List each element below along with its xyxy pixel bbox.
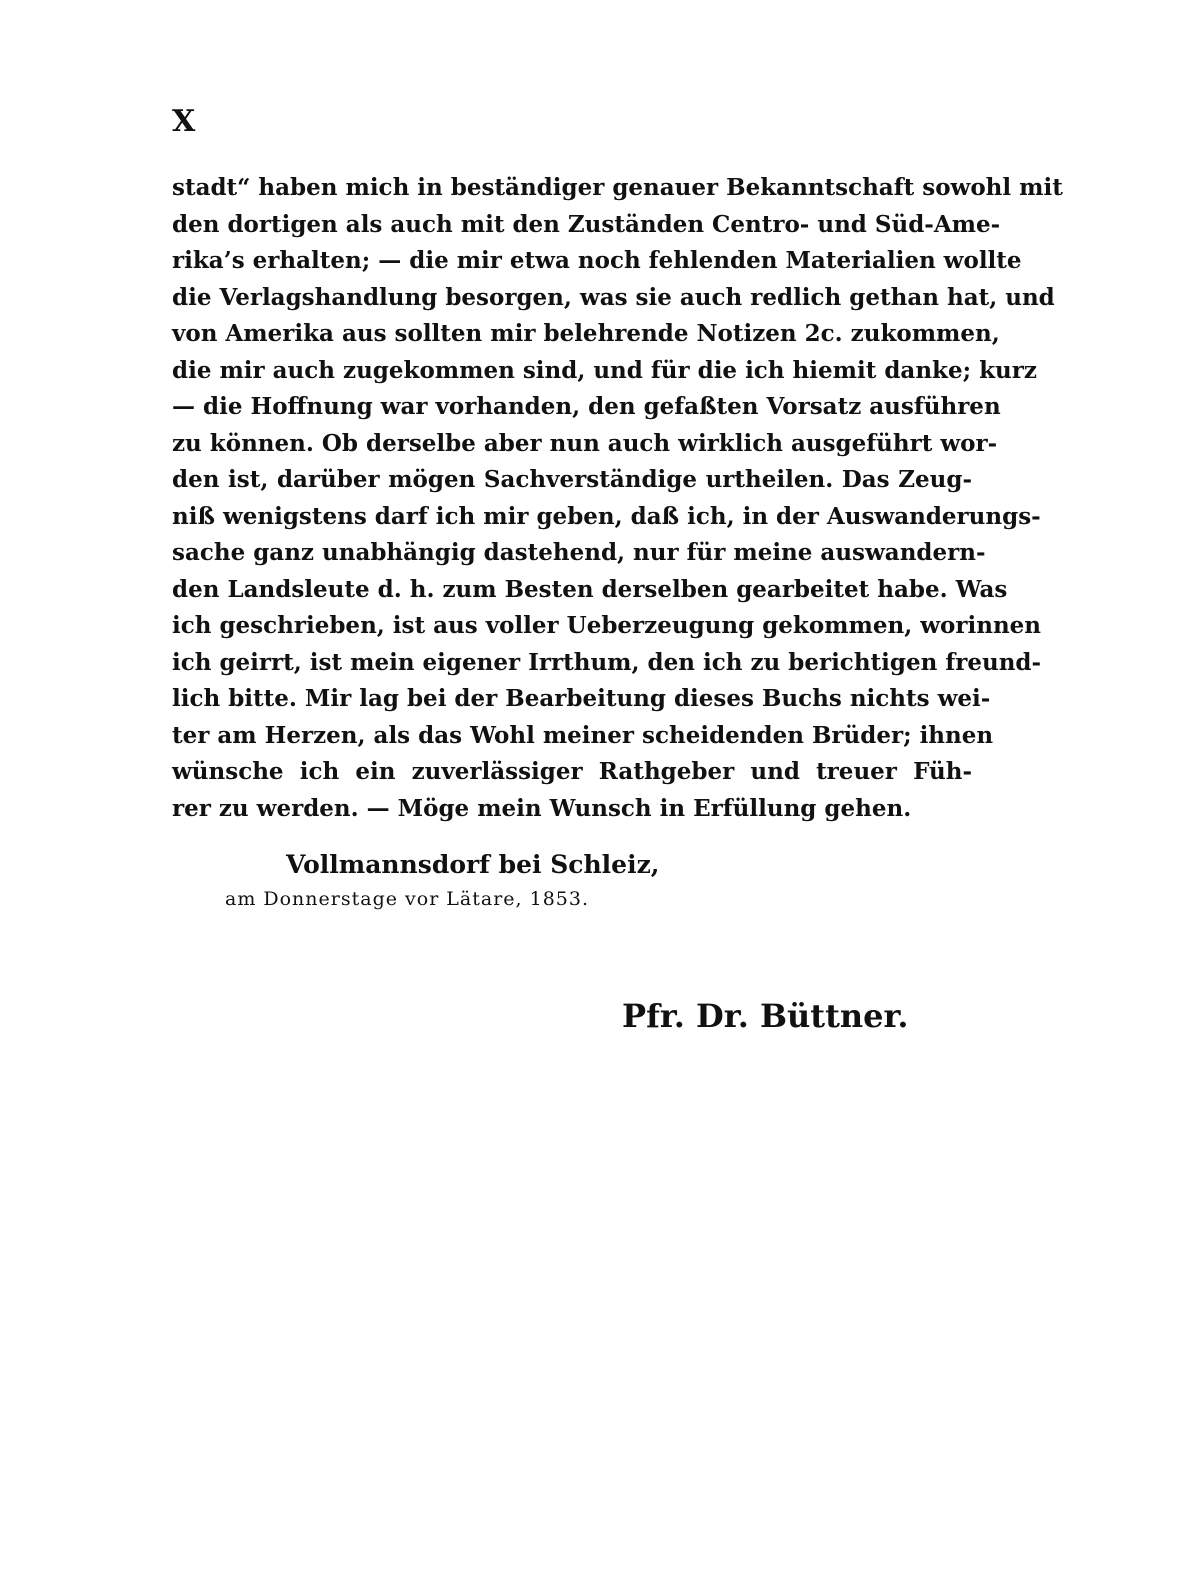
text-line: die Verlagshandlung besorgen, was sie auch redlich gethan hat, und [172, 283, 1055, 311]
text-line: niß wenigstens darf ich mir geben, daß ich, in der Auswanderungs- [172, 502, 1041, 530]
text-line: rer zu werden. — Möge mein Wunsch in Erfüllung gehen. [172, 794, 912, 822]
text-line: den Landsleute d. h. zum Besten derselben gearbeitet habe. Was [172, 575, 1008, 603]
text-line: rika’s erhalten; — die mir etwa noch fehlenden Materialien wollte [172, 247, 1022, 274]
signoff-date: am Donnerstage vor Lätare, 1853. [225, 888, 590, 910]
text-line: wünsche ich ein zuverlässiger Rathgeber und treuer Füh- [172, 758, 972, 785]
text-line: ich geirrt, ist mein eigener Irrthum, den ich zu berichtigen freund- [172, 648, 1042, 676]
page-number: X [172, 104, 197, 139]
text-line: ter am Herzen, als das Wohl meiner scheidenden Brüder; ihnen [172, 721, 994, 749]
text-line: die mir auch zugekommen sind, und für die ich hiemit danke; kurz [172, 356, 1037, 384]
text-line: den ist, darüber mögen Sachverständige urtheilen. Das Zeug- [172, 466, 972, 493]
text-line: sache ganz unabhängig dastehend, nur für meine auswandern- [172, 539, 986, 566]
signature: Pfr. Dr. Büttner. [622, 997, 909, 1035]
text-line: lich bitte. Mir lag bei der Bearbeitung dieses Buchs nichts wei- [172, 685, 991, 712]
text-line: den dortigen als auch mit den Zuständen Centro- und Süd-Ame- [172, 210, 1001, 238]
signoff-place: Vollmannsdorf bei Schleiz, [286, 850, 660, 879]
text-line: zu können. Ob derselbe aber nun auch wirklich ausgeführt wor- [172, 429, 998, 457]
text-line: stadt“ haben mich in beständiger genauer Bekanntschaft sowohl mit [172, 174, 1063, 201]
text-line: von Amerika aus sollten mir belehrende Notizen 2c. zukommen, [172, 320, 1000, 347]
text-line: — die Hoffnung war vorhanden, den gefaßten Vorsatz ausführen [172, 393, 1001, 420]
text-line: ich geschrieben, ist aus voller Ueberzeugung gekommen, worinnen [172, 612, 1042, 639]
body-text [172, 170, 1063, 827]
